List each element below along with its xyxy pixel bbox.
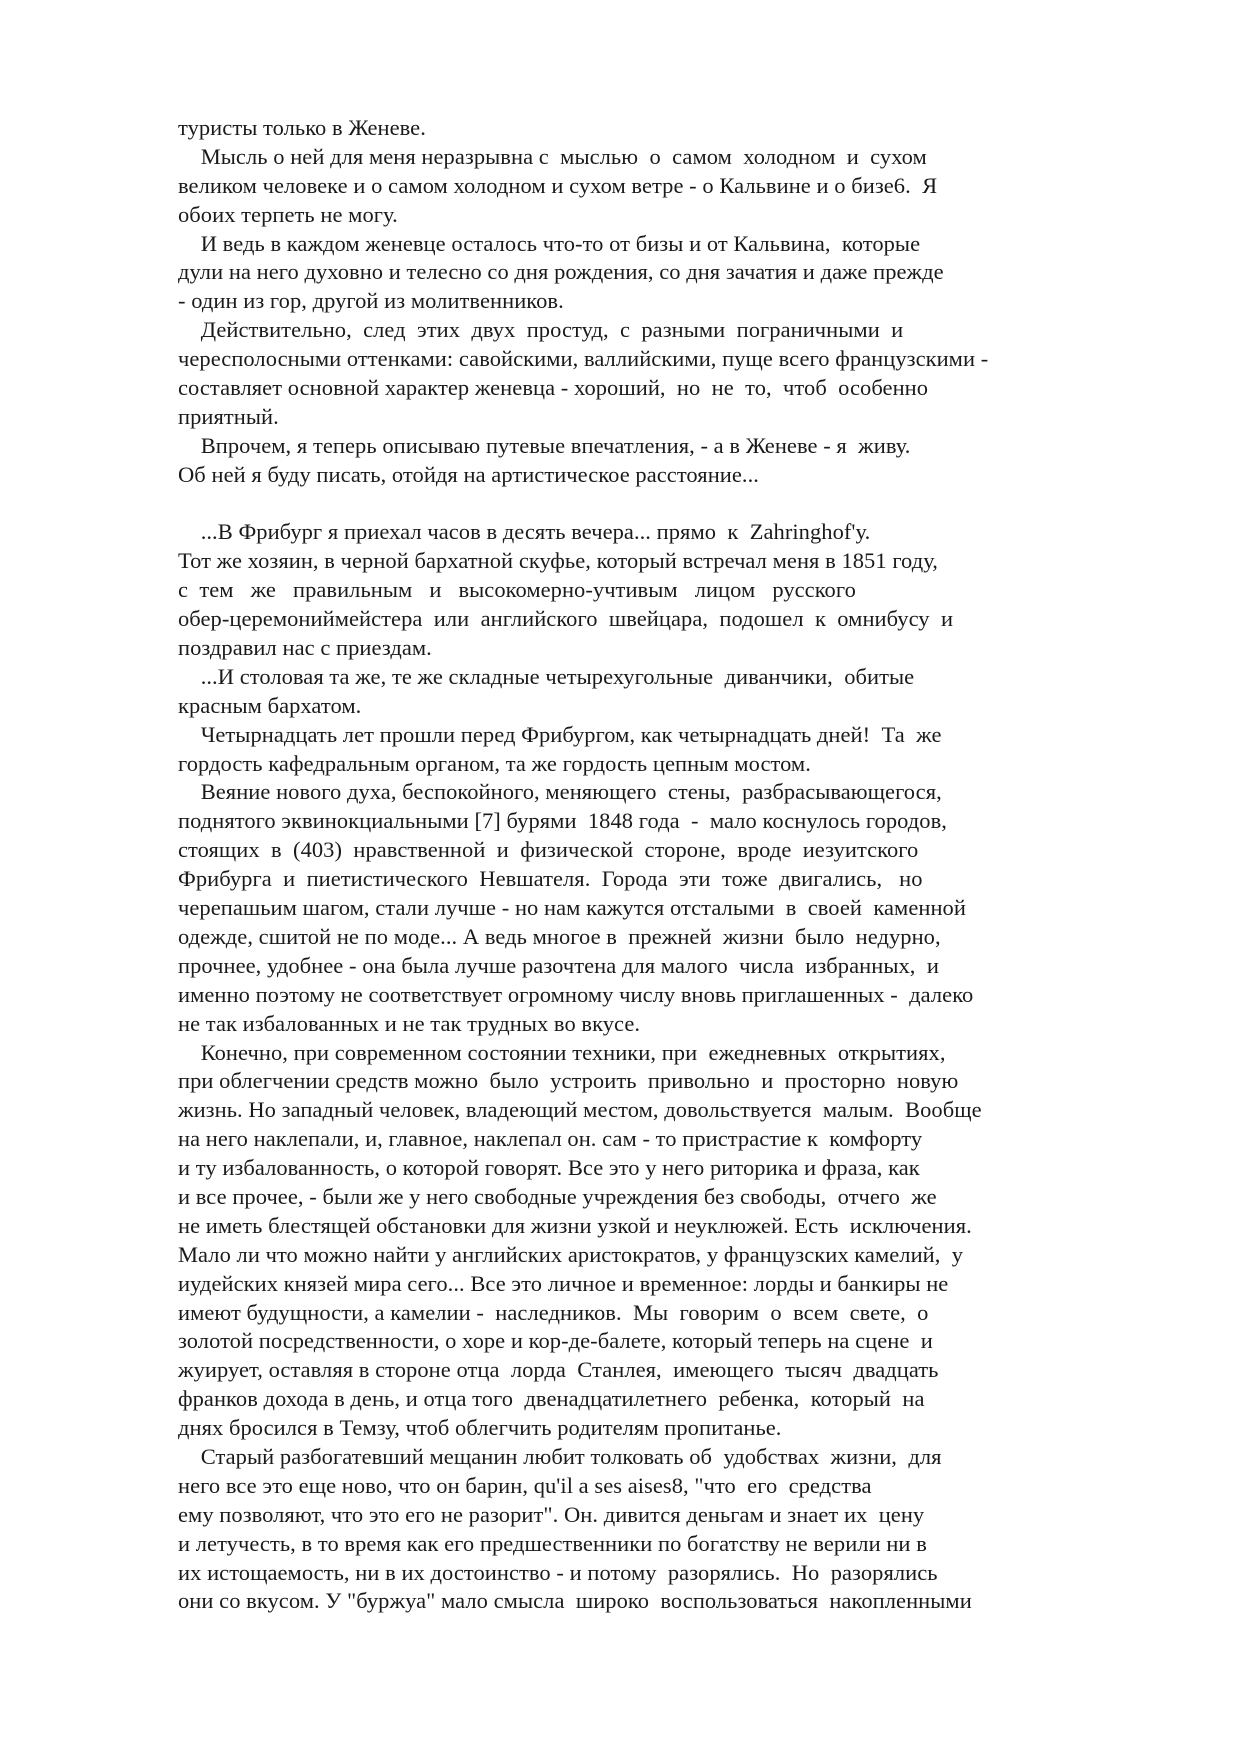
text-line: Мысль о ней для меня неразрывна с мыслью о самом холодном и сухом (178, 143, 927, 169)
text-line: поздравил нас с приездам. (178, 635, 432, 661)
text-line: чересполосными оттенками: савойскими, валлийскими, пуще всего французскими - (178, 346, 989, 372)
text-line: красным бархатом. (178, 692, 362, 718)
text-line: Действительно, след этих двух простуд, с разными пограничными и (178, 317, 904, 343)
text-line: и все прочее, - были же у него свободные учреждения без свободы, отчего же (178, 1183, 937, 1209)
text-line: именно поэтому не соответствует огромному числу вновь приглашенных - далеко (178, 981, 974, 1007)
text-line: обоих терпеть не могу. (178, 201, 398, 227)
text-line: на него наклепали, и, главное, наклепал он. сам - то пристрастие к комфорту (178, 1126, 923, 1152)
blank-line (178, 490, 1098, 519)
text-line: Четырнадцать лет прошли перед Фрибургом, как четырнадцать дней! Та же (178, 721, 942, 747)
text-line: и летучесть, в то время как его предшественники по богатству не верили ни в (178, 1530, 927, 1556)
text-line: ему позволяют, что это его не разорит". Он. дивится деньгам и знает их цену (178, 1501, 925, 1527)
text-line: Впрочем, я теперь описываю путевые впечатления, - а в Женеве - я живу. (178, 432, 911, 458)
text-line: ...В Фрибург я приехал часов в десять вечера... прямо к Zahringhof'у. (178, 519, 871, 545)
text-line: дули на него духовно и телесно со дня рождения, со дня зачатия и даже прежде (178, 259, 944, 285)
text-line: и ту избалованность, о которой говорят. Все это у него риторика и фраза, как (178, 1155, 920, 1181)
text-line: туристы только в Женеве. (178, 115, 426, 140)
text-line: черепашьим шагом, стали лучше - но нам кажутся отсталыми в своей каменной (178, 895, 966, 921)
text-line: Тот же хозяин, в черной бархатной скуфье, который встречал меня в 1851 году, (178, 548, 938, 574)
text-line: днях бросился в Темзу, чтоб облегчить родителям пропитанье. (178, 1415, 782, 1441)
text-line: с тем же правильным и высокомерно-учтивым лицом русского (178, 577, 856, 603)
text-line: приятный. (178, 403, 279, 429)
text-line: гордость кафедральным органом, та же гордость цепным мостом. (178, 750, 811, 776)
text-line: иудейских князей мира сего... Все это личное и временное: лорды и банкиры не (178, 1270, 949, 1296)
text-line: ...И столовая та же, те же складные четырехугольные диванчики, обитые (178, 663, 915, 689)
text-line: поднятого эквинокциальными [7] бурями 1848 года - мало коснулось городов, (178, 808, 947, 834)
text-line: прочнее, удобнее - она была лучше разочтена для малого числа избранных, и (178, 952, 939, 978)
text-line: Фрибурга и пиетистического Невшателя. Города эти тоже двигались, но (178, 866, 923, 892)
text-line: составляет основной характер женевца - хороший, но не то, чтоб особенно (178, 375, 929, 401)
text-line: не иметь блестящей обстановки для жизни узкой и неуклюжей. Есть исключения. (178, 1212, 972, 1238)
text-line: - один из гор, другой из молитвенников. (178, 288, 564, 314)
text-line: него все это еще ново, что он барин, qu'il a ses aises8, "что его средства (178, 1472, 872, 1498)
text-line: Конечно, при современном состоянии техники, при ежедневных открытиях, (178, 1039, 946, 1065)
text-line: Мало ли что можно найти у английских аристократов, у французских камелий, у (178, 1241, 964, 1267)
text-line: жуирует, оставляя в стороне отца лорда Станлея, имеющего тысяч двадцать (178, 1357, 939, 1383)
text-line: франков дохода в день, и отца того двенадцатилетнего ребенка, который на (178, 1386, 925, 1412)
text-line: имеют будущности, а камелии - наследников. Мы говорим о всем свете, о (178, 1299, 929, 1325)
text-line: одежде, сшитой не по моде... А ведь многое в прежней жизни было недурно, (178, 923, 941, 949)
text-line: они со вкусом. У "буржуа" мало смысла широко воспользоваться накопленными (178, 1588, 972, 1614)
text-line: Об ней я буду писать, отойдя на артистическое расстояние... (178, 461, 759, 487)
text-line: И ведь в каждом женевце осталось что-то от бизы и от Кальвина, которые (178, 230, 921, 256)
text-line: обер-церемониймейстера или английского швейцара, подошел к омнибусу и (178, 606, 954, 632)
text-line: их истощаемость, ни в их достоинство - и потому разорялись. Но разорялись (178, 1559, 938, 1585)
text-line: не так избалованных и не так трудных во вкусе. (178, 1010, 641, 1036)
document-text-body (178, 114, 1098, 1616)
text-line: жизнь. Но западный человек, владеющий местом, довольствуется малым. Вообще (178, 1097, 982, 1123)
text-line: Веяние нового духа, беспокойного, меняющего стены, разбрасывающегося, (178, 779, 942, 805)
text-line: стоящих в (403) нравственной и физической стороне, вроде иезуитского (178, 837, 919, 863)
text-line: золотой посредственности, о хоре и кор-де-балете, который теперь на сцене и (178, 1328, 933, 1354)
text-line: Старый разбогатевший мещанин любит толковать об удобствах жизни, для (178, 1443, 942, 1469)
text-line: при облегчении средств можно было устроить привольно и просторно новую (178, 1068, 959, 1094)
text-line: великом человеке и о самом холодном и сухом ветре - о Кальвине и о бизе6. Я (178, 172, 938, 198)
